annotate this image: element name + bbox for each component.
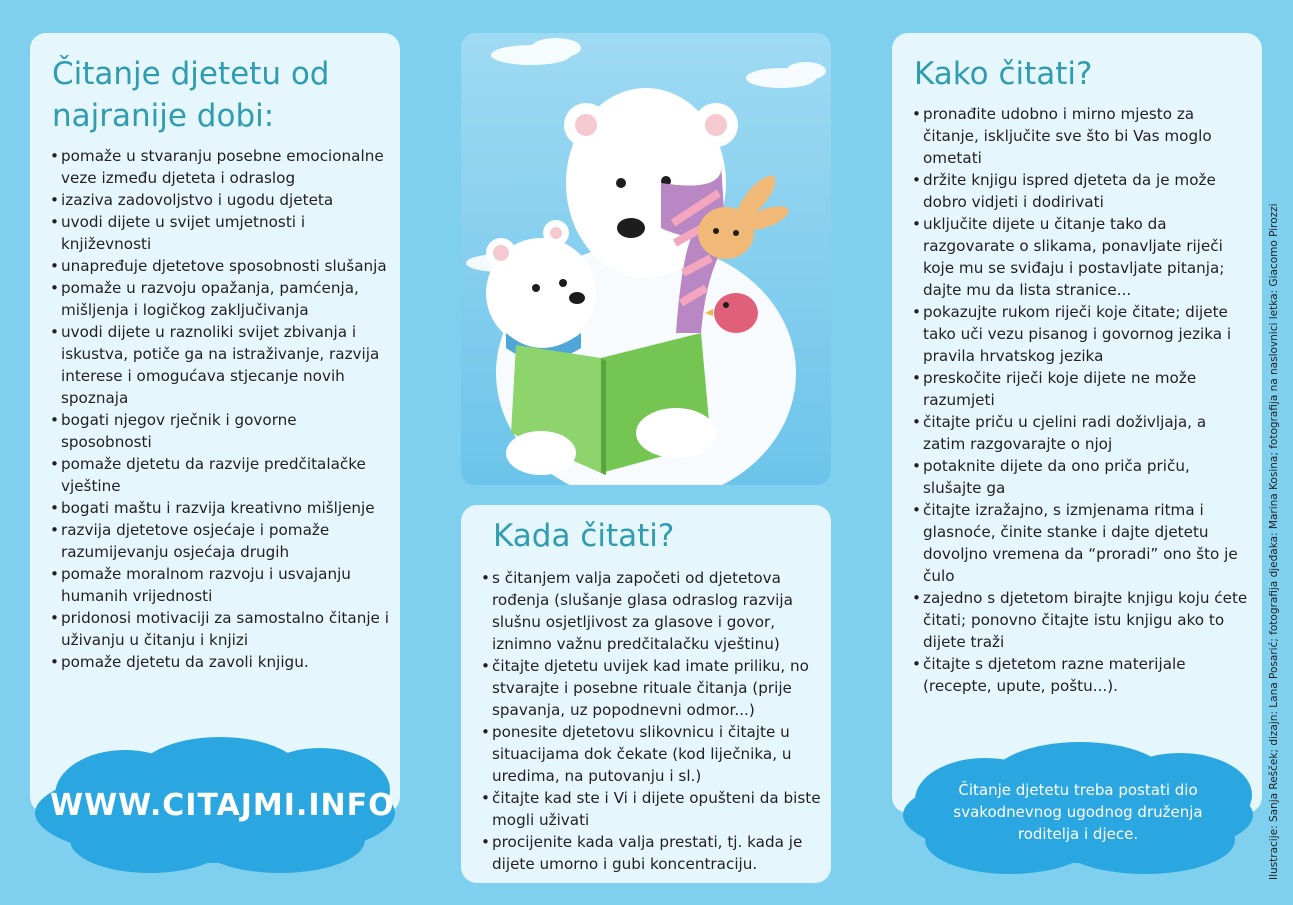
list-item: • čitajte djetetu uvijek kad imate priliku, no stvarajte i posebne rituale čitanja (prije spavanja, uz popodnevni odmor...): [481, 655, 826, 721]
list-item: • pokazujte rukom riječi koje čitate; dijete tako uči vezu pisanog i govornog jezika i pravila hrvatskog jezika: [912, 301, 1252, 367]
list-item: • unapređuje djetetove sposobnosti slušanja: [50, 255, 390, 277]
list-item: • procijenite kada valja prestati, tj. kada je dijete umorno i gubi koncentraciju.: [481, 831, 826, 875]
when-list: [481, 567, 826, 875]
credits-text: Ilustracije: Sanja Rešček; dizajn: Lana Posarić; fotografija djeđaka: Marina Kosina; fotografija na naslovnici letka: Giacomo Pirozzi: [1268, 203, 1280, 880]
list-item: • držite knjigu ispred djeteta da je može dobro vidjeti i dodirivati: [912, 169, 1252, 213]
polar-bear-reading-illustration: [461, 33, 831, 485]
website-url[interactable]: WWW.CITAJMI.INFO: [50, 788, 395, 823]
panel-how-to-read: [892, 33, 1262, 813]
list-item: • pomaže djetetu da razvije predčitalačke vještine: [50, 453, 390, 497]
panel-when-to-read: [461, 505, 831, 883]
list-item: • pomaže u stvaranju posebne emocionalne veze između djeteta i odraslog: [50, 145, 390, 189]
list-item: • bogati maštu i razvija kreativno mišljenje: [50, 497, 390, 519]
section-title-how: Kako čitati?: [914, 56, 1093, 92]
list-item: • pomaže moralnom razvoju i usvajanju humanih vrijednosti: [50, 563, 390, 607]
list-item: • čitajte s djetetom razne materijale (recepte, upute, poštu...).: [912, 653, 1252, 697]
panel-reading-benefits: [30, 33, 400, 813]
list-item: • pomaže u razvoju opažanja, pamćenja, mišljenja i logičkog zaključivanja: [50, 277, 390, 321]
list-item: • uvodi dijete u svijet umjetnosti i književnosti: [50, 211, 390, 255]
list-item: • izaziva zadovoljstvo i ugodu djeteta: [50, 189, 390, 211]
list-item: • čitajte kad ste i Vi i dijete opušteni da biste mogli uživati: [481, 787, 826, 831]
list-item: • ponesite djetetovu slikovnicu i čitajte u situacijama dok čekate (kod liječnika, u uredima, na putovanju i sl.): [481, 721, 826, 787]
section-title-benefits: Čitanje djetetu od najranije dobi:: [52, 56, 330, 134]
list-item: • pronađite udobno i mirno mjesto za čitanje, isključite sve što bi Vas moglo ometati: [912, 103, 1252, 169]
list-item: • uključite dijete u čitanje tako da razgovarate o slikama, ponavljate riječi koje mu se sviđaju i postavljate pitanja; dajte mu da lista stranice...: [912, 213, 1252, 301]
list-item: • s čitanjem valja započeti od djetetova rođenja (slušanje glasa odraslog razvija slušnu osjetljivost za glasove i govor, iznimno važnu predčitalačku vještinu): [481, 567, 826, 655]
how-list: [912, 103, 1252, 697]
list-item: • čitajte priču u cjelini radi doživljaja, a zatim razgovarajte o njoj: [912, 411, 1252, 455]
list-item: • preskočite riječi koje dijete ne može razumjeti: [912, 367, 1252, 411]
list-item: • potaknite dijete da ono priča priču, slušajte ga: [912, 455, 1252, 499]
list-item: • bogati njegov rječnik i govorne sposobnosti: [50, 409, 390, 453]
list-item: • čitajte izražajno, s izmjenama ritma i glasnoće, činite stanke i dajte djetetu dovoljno vremena da “proradi” ono što je čulo: [912, 499, 1252, 587]
list-item: • zajedno s djetetom birajte knjigu koju ćete čitati; ponovno čitajte istu knjigu ako to dijete traži: [912, 587, 1252, 653]
list-item: • uvodi dijete u raznoliki svijet zbivanja i iskustva, potiče ga na istraživanje, razvija interese i omogućava stjecanje novih spoznaja: [50, 321, 390, 409]
illustration-art: [461, 33, 831, 485]
benefits-list: [50, 145, 390, 673]
cloud-message: Čitanje djetetu treba postati dio svakodnevnog ugodnog druženja roditelja i djece.: [953, 781, 1203, 843]
list-item: • razvija djetetove osjećaje i pomaže razumijevanju osjećaja drugih: [50, 519, 390, 563]
section-title-when: Kada čitati?: [493, 518, 675, 554]
list-item: • pomaže djetetu da zavoli knjigu.: [50, 651, 390, 673]
list-item: • pridonosi motivaciji za samostalno čitanje i uživanju u čitanju i knjizi: [50, 607, 390, 651]
